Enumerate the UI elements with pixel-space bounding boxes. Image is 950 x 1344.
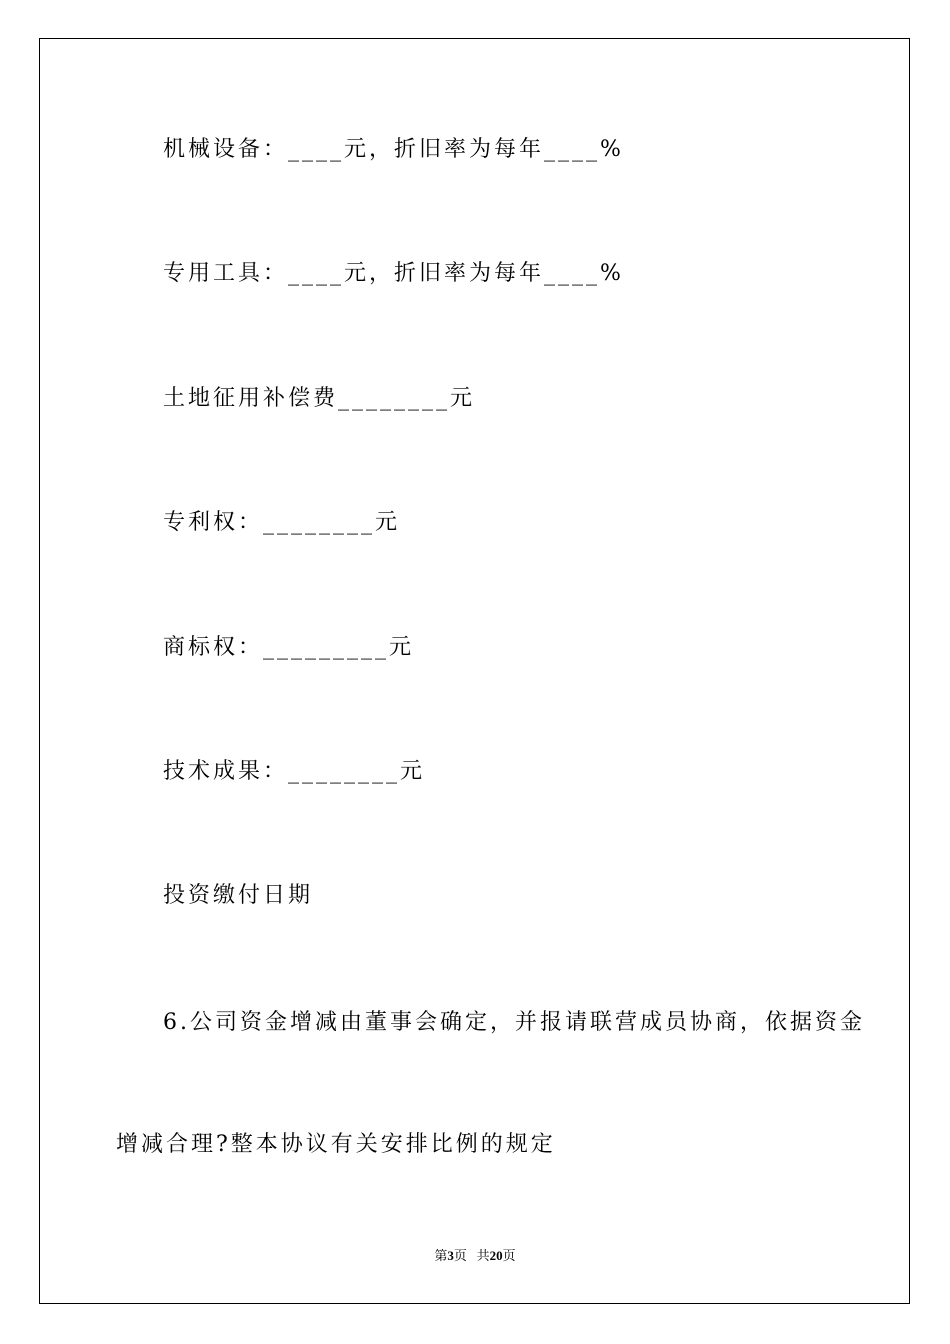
text-line-capital-change: 6.公司资金增减由董事会确定，并报请联营成员协商，依据资金 xyxy=(163,1010,865,1035)
footer-current-page: 3 xyxy=(447,1248,454,1263)
footer-prefix: 第 xyxy=(434,1248,448,1263)
text-line-capital-change-cont: 增减合理?整本协议有关安排比例的规定 xyxy=(116,1132,556,1157)
footer-total-suffix: 页 xyxy=(502,1248,516,1263)
footer-total-prefix: 共 xyxy=(476,1248,490,1263)
text-line-land-compensation: 土地征用补偿费________元 xyxy=(163,386,476,411)
text-line-special-tools: 专用工具：____元，折旧率为每年____% xyxy=(163,261,624,286)
footer-page-suffix: 页 xyxy=(453,1248,467,1263)
text-line-machinery: 机械设备：____元，折旧率为每年____% xyxy=(163,137,624,162)
text-line-patent: 专利权：________元 xyxy=(163,510,401,535)
text-line-trademark: 商标权：_________元 xyxy=(163,635,415,660)
page-border xyxy=(39,38,910,1304)
text-line-tech-results: 技术成果：________元 xyxy=(163,759,426,784)
page-footer xyxy=(0,1247,950,1265)
footer-total-pages: 20 xyxy=(489,1248,503,1263)
text-line-payment-date: 投资缴付日期 xyxy=(163,883,314,908)
